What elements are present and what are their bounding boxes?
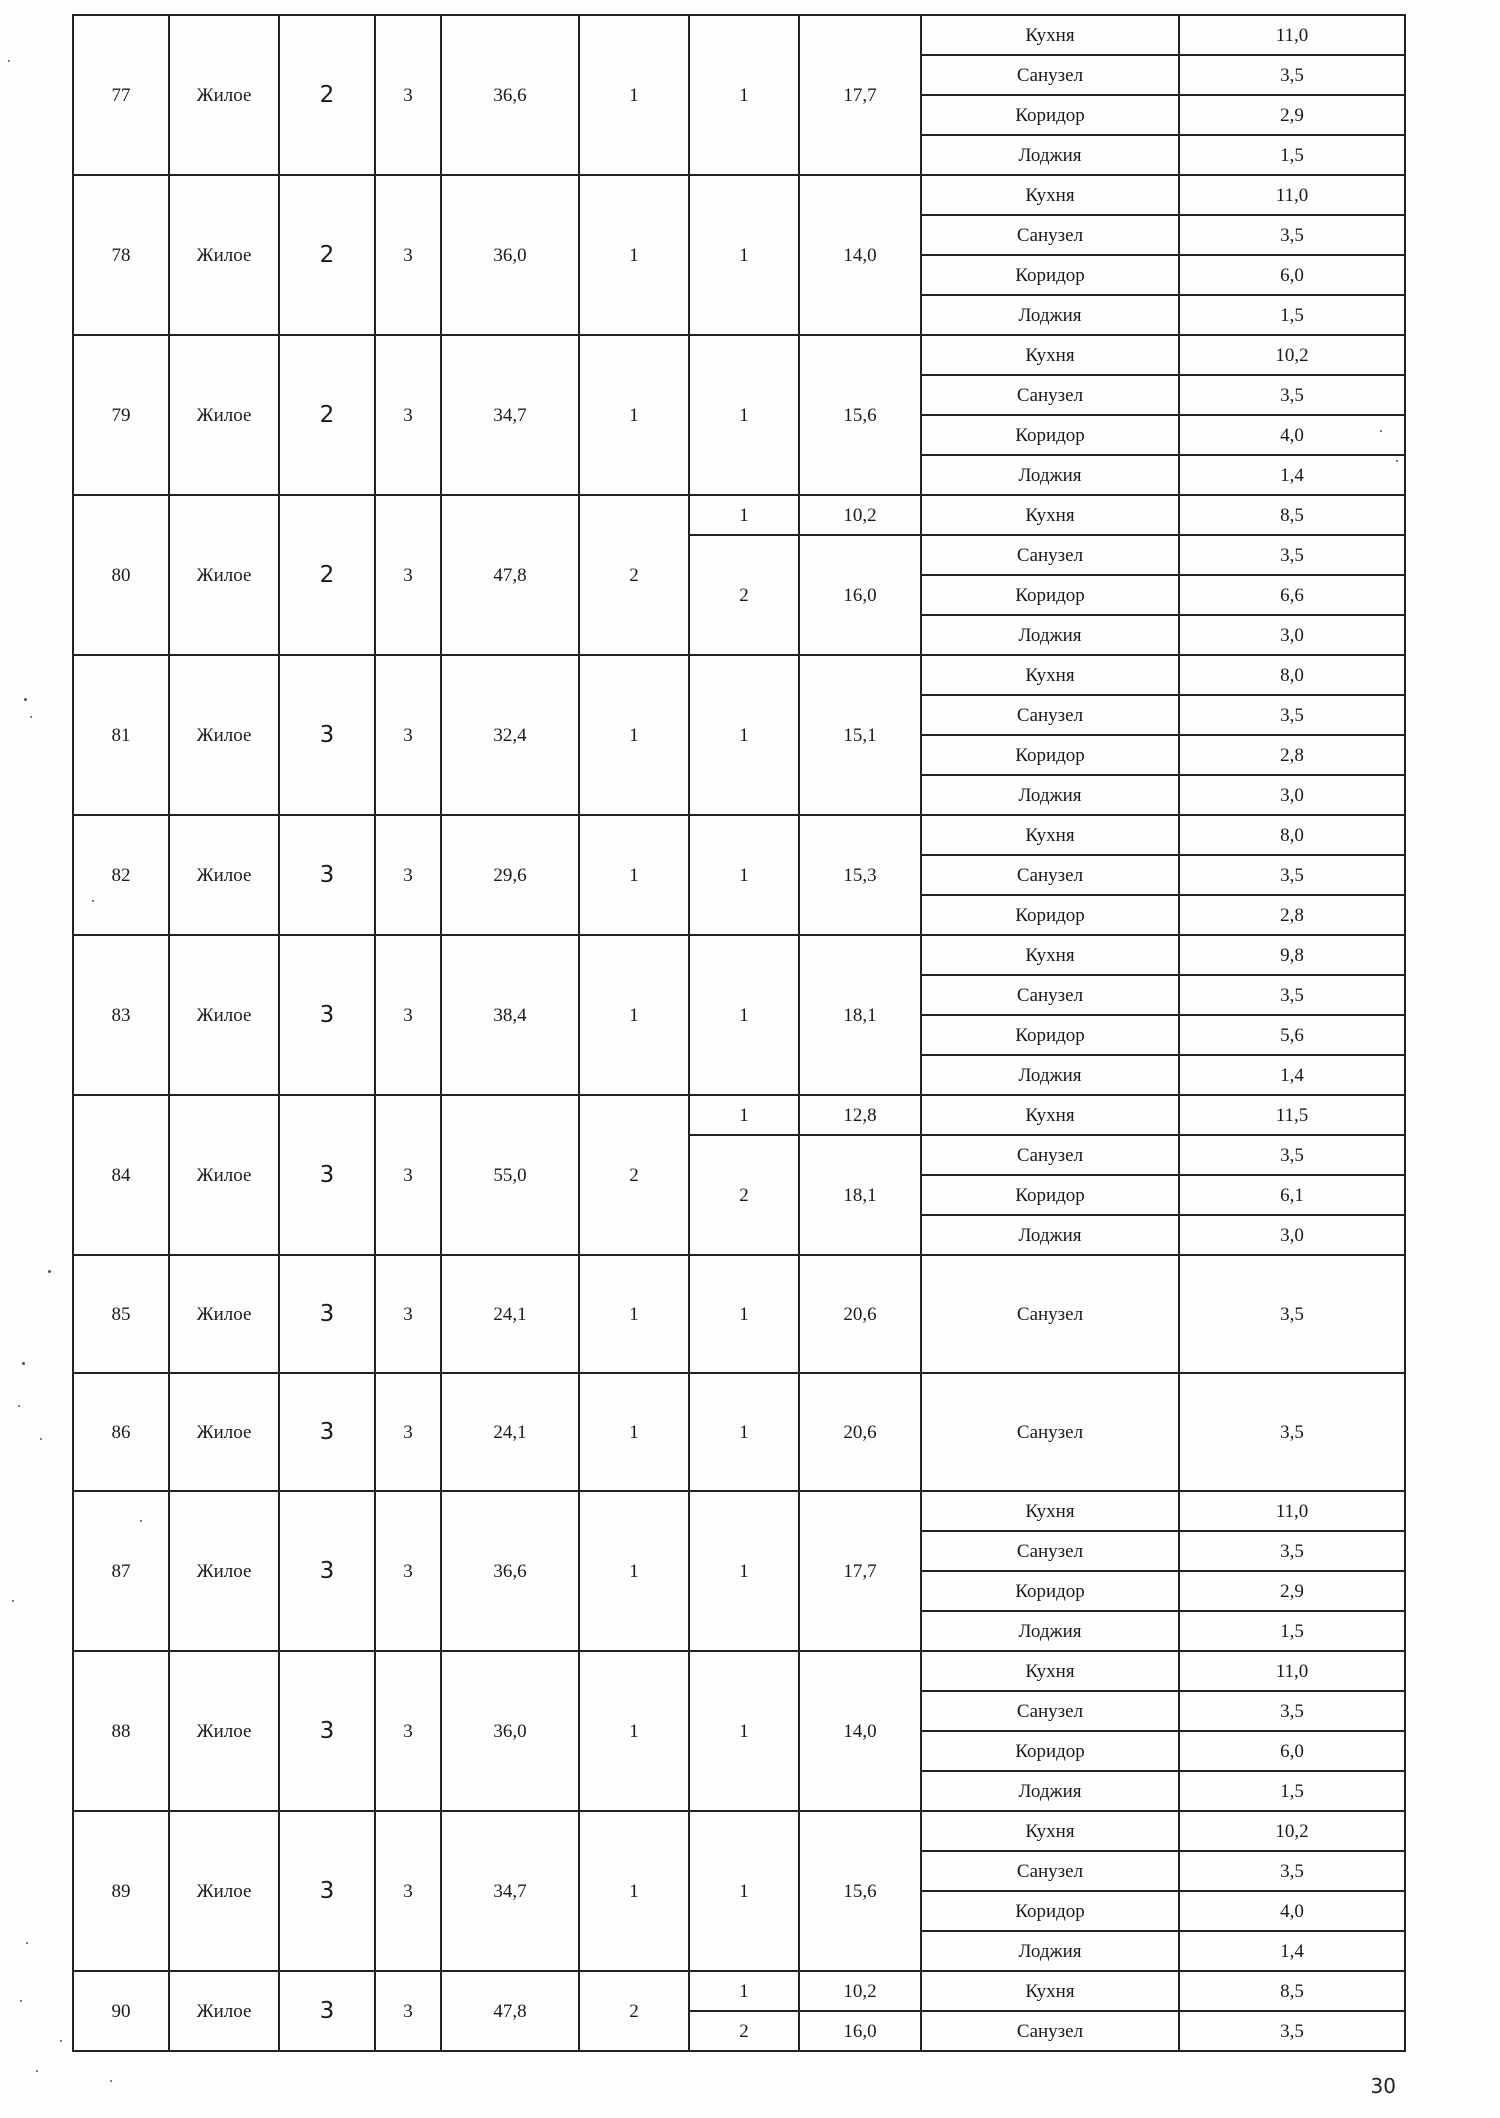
cell-aux-room-label: Лоджия	[921, 775, 1179, 815]
cell-aux-room-area: 4,0	[1179, 415, 1405, 455]
scan-speck	[30, 716, 32, 718]
cell-aux-room-label: Кухня	[921, 1491, 1179, 1531]
cell-room-area: 10,2	[799, 495, 921, 535]
cell-count: 3	[375, 1971, 441, 2051]
cell-room-count: 1	[579, 815, 689, 935]
table-row	[73, 175, 1405, 215]
cell-count: 3	[375, 1811, 441, 1971]
scan-speck	[60, 2040, 62, 2042]
cell-room-index: 1	[689, 1971, 799, 2011]
cell-aux-room-label: Санузел	[921, 2011, 1179, 2051]
cell-room-area: 15,6	[799, 335, 921, 495]
cell-aux-room-label: Коридор	[921, 415, 1179, 455]
cell-room-count: 1	[579, 935, 689, 1095]
cell-aux-room-area: 3,5	[1179, 1135, 1405, 1175]
cell-aux-room-label: Санузел	[921, 1255, 1179, 1373]
table-row	[73, 495, 1405, 535]
page-number: 30	[1370, 2074, 1396, 2098]
cell-count: 3	[375, 935, 441, 1095]
table-body	[73, 15, 1405, 2051]
cell-aux-room-area: 3,5	[1179, 2011, 1405, 2051]
scan-speck	[48, 1270, 51, 1273]
cell-room-count: 1	[579, 1811, 689, 1971]
cell-floor: 3	[279, 1373, 375, 1491]
cell-count: 3	[375, 335, 441, 495]
cell-aux-room-area: 11,5	[1179, 1095, 1405, 1135]
table-row	[73, 815, 1405, 855]
cell-apartment-number: 77	[73, 15, 169, 175]
cell-aux-room-area: 3,0	[1179, 615, 1405, 655]
cell-floor: 3	[279, 655, 375, 815]
cell-apartment-number: 81	[73, 655, 169, 815]
cell-aux-room-area: 6,1	[1179, 1175, 1405, 1215]
cell-total-area: 47,8	[441, 495, 579, 655]
cell-room-area: 15,6	[799, 1811, 921, 1971]
cell-aux-room-label: Коридор	[921, 255, 1179, 295]
cell-aux-room-label: Санузел	[921, 55, 1179, 95]
cell-total-area: 36,6	[441, 15, 579, 175]
cell-aux-room-label: Кухня	[921, 1971, 1179, 2011]
cell-aux-room-label: Санузел	[921, 375, 1179, 415]
table-row	[73, 1491, 1405, 1531]
cell-aux-room-label: Санузел	[921, 695, 1179, 735]
cell-premises-type: Жилое	[169, 1255, 279, 1373]
cell-aux-room-label: Кухня	[921, 15, 1179, 55]
cell-aux-room-label: Кухня	[921, 935, 1179, 975]
cell-aux-room-area: 3,5	[1179, 695, 1405, 735]
cell-count: 3	[375, 1373, 441, 1491]
cell-aux-room-area: 1,5	[1179, 135, 1405, 175]
cell-room-area: 15,1	[799, 655, 921, 815]
cell-room-count: 1	[579, 1651, 689, 1811]
cell-floor: 3	[279, 1971, 375, 2051]
scan-speck	[110, 2080, 112, 2082]
scan-speck	[1396, 460, 1398, 462]
cell-aux-room-label: Лоджия	[921, 135, 1179, 175]
table-row	[73, 935, 1405, 975]
cell-aux-room-area: 11,0	[1179, 15, 1405, 55]
cell-room-area: 16,0	[799, 535, 921, 655]
cell-aux-room-area: 9,8	[1179, 935, 1405, 975]
cell-aux-room-area: 1,4	[1179, 1931, 1405, 1971]
cell-room-area: 10,2	[799, 1971, 921, 2011]
cell-aux-room-label: Санузел	[921, 1851, 1179, 1891]
table-row	[73, 1255, 1405, 1373]
cell-premises-type: Жилое	[169, 1651, 279, 1811]
cell-aux-room-area: 2,8	[1179, 735, 1405, 775]
cell-floor: 2	[279, 495, 375, 655]
cell-aux-room-label: Лоджия	[921, 1611, 1179, 1651]
cell-premises-type: Жилое	[169, 1491, 279, 1651]
cell-aux-room-label: Санузел	[921, 535, 1179, 575]
cell-room-index: 1	[689, 495, 799, 535]
cell-premises-type: Жилое	[169, 495, 279, 655]
scan-speck	[12, 1600, 14, 1602]
scan-speck	[22, 1362, 25, 1365]
cell-apartment-number: 86	[73, 1373, 169, 1491]
cell-aux-room-label: Санузел	[921, 1135, 1179, 1175]
cell-room-area: 14,0	[799, 175, 921, 335]
cell-aux-room-label: Кухня	[921, 815, 1179, 855]
cell-premises-type: Жилое	[169, 815, 279, 935]
cell-room-count: 2	[579, 1095, 689, 1255]
cell-aux-room-label: Санузел	[921, 1691, 1179, 1731]
cell-aux-room-label: Санузел	[921, 855, 1179, 895]
cell-aux-room-label: Коридор	[921, 1175, 1179, 1215]
cell-room-count: 2	[579, 1971, 689, 2051]
cell-aux-room-label: Лоджия	[921, 615, 1179, 655]
cell-apartment-number: 88	[73, 1651, 169, 1811]
cell-room-index: 1	[689, 1373, 799, 1491]
cell-aux-room-area: 6,0	[1179, 255, 1405, 295]
cell-room-area: 18,1	[799, 1135, 921, 1255]
cell-floor: 2	[279, 175, 375, 335]
cell-room-area: 15,3	[799, 815, 921, 935]
cell-aux-room-label: Санузел	[921, 1373, 1179, 1491]
scan-speck	[24, 698, 27, 701]
cell-aux-room-area: 1,5	[1179, 1611, 1405, 1651]
cell-room-index: 1	[689, 15, 799, 175]
cell-count: 3	[375, 1095, 441, 1255]
cell-aux-room-label: Кухня	[921, 1651, 1179, 1691]
cell-aux-room-area: 1,5	[1179, 295, 1405, 335]
cell-aux-room-label: Лоджия	[921, 1215, 1179, 1255]
cell-room-count: 1	[579, 335, 689, 495]
cell-total-area: 36,6	[441, 1491, 579, 1651]
cell-room-index: 1	[689, 1651, 799, 1811]
cell-room-count: 1	[579, 175, 689, 335]
cell-room-count: 2	[579, 495, 689, 655]
cell-apartment-number: 82	[73, 815, 169, 935]
cell-premises-type: Жилое	[169, 175, 279, 335]
cell-aux-room-area: 1,4	[1179, 1055, 1405, 1095]
cell-apartment-number: 80	[73, 495, 169, 655]
cell-premises-type: Жилое	[169, 935, 279, 1095]
cell-room-index: 1	[689, 1491, 799, 1651]
cell-floor: 3	[279, 935, 375, 1095]
cell-aux-room-area: 1,4	[1179, 455, 1405, 495]
cell-aux-room-label: Кухня	[921, 335, 1179, 375]
cell-total-area: 36,0	[441, 175, 579, 335]
cell-aux-room-label: Лоджия	[921, 1055, 1179, 1095]
cell-total-area: 29,6	[441, 815, 579, 935]
cell-aux-room-area: 3,5	[1179, 375, 1405, 415]
cell-count: 3	[375, 655, 441, 815]
cell-apartment-number: 83	[73, 935, 169, 1095]
cell-aux-room-label: Санузел	[921, 975, 1179, 1015]
cell-premises-type: Жилое	[169, 335, 279, 495]
cell-room-index: 1	[689, 655, 799, 815]
table-row	[73, 1651, 1405, 1691]
cell-room-area: 17,7	[799, 15, 921, 175]
cell-total-area: 38,4	[441, 935, 579, 1095]
cell-floor: 3	[279, 815, 375, 935]
cell-aux-room-area: 2,9	[1179, 95, 1405, 135]
cell-aux-room-area: 11,0	[1179, 175, 1405, 215]
cell-premises-type: Жилое	[169, 1373, 279, 1491]
cell-aux-room-label: Коридор	[921, 895, 1179, 935]
cell-aux-room-label: Кухня	[921, 655, 1179, 695]
cell-premises-type: Жилое	[169, 1811, 279, 1971]
cell-total-area: 47,8	[441, 1971, 579, 2051]
table-row	[73, 1095, 1405, 1135]
cell-floor: 3	[279, 1651, 375, 1811]
cell-room-index: 1	[689, 335, 799, 495]
cell-apartment-number: 84	[73, 1095, 169, 1255]
table-row	[73, 335, 1405, 375]
cell-aux-room-area: 3,0	[1179, 1215, 1405, 1255]
cell-aux-room-area: 11,0	[1179, 1491, 1405, 1531]
cell-aux-room-label: Кухня	[921, 495, 1179, 535]
scan-speck	[8, 60, 10, 62]
cell-premises-type: Жилое	[169, 655, 279, 815]
cell-count: 3	[375, 1491, 441, 1651]
cell-floor: 3	[279, 1811, 375, 1971]
cell-aux-room-area: 8,5	[1179, 1971, 1405, 2011]
cell-total-area: 36,0	[441, 1651, 579, 1811]
cell-aux-room-area: 1,5	[1179, 1771, 1405, 1811]
cell-aux-room-area: 3,5	[1179, 1851, 1405, 1891]
cell-total-area: 34,7	[441, 1811, 579, 1971]
cell-room-index: 1	[689, 1095, 799, 1135]
cell-room-index: 2	[689, 2011, 799, 2051]
cell-room-count: 1	[579, 15, 689, 175]
cell-aux-room-label: Коридор	[921, 1731, 1179, 1771]
cell-apartment-number: 78	[73, 175, 169, 335]
cell-room-count: 1	[579, 1255, 689, 1373]
scan-speck	[1380, 430, 1382, 432]
cell-aux-room-label: Кухня	[921, 175, 1179, 215]
scan-speck	[26, 1942, 28, 1944]
cell-count: 3	[375, 495, 441, 655]
cell-aux-room-area: 8,0	[1179, 655, 1405, 695]
cell-aux-room-area: 3,5	[1179, 215, 1405, 255]
cell-aux-room-label: Санузел	[921, 215, 1179, 255]
cell-floor: 3	[279, 1491, 375, 1651]
cell-aux-room-area: 4,0	[1179, 1891, 1405, 1931]
cell-count: 3	[375, 1255, 441, 1373]
cell-aux-room-label: Лоджия	[921, 1771, 1179, 1811]
cell-aux-room-area: 3,5	[1179, 975, 1405, 1015]
cell-aux-room-area: 6,0	[1179, 1731, 1405, 1771]
cell-aux-room-label: Коридор	[921, 95, 1179, 135]
cell-aux-room-area: 3,0	[1179, 775, 1405, 815]
cell-aux-room-area: 2,8	[1179, 895, 1405, 935]
cell-aux-room-area: 3,5	[1179, 1373, 1405, 1491]
cell-room-area: 20,6	[799, 1373, 921, 1491]
cell-aux-room-area: 6,6	[1179, 575, 1405, 615]
cell-floor: 2	[279, 335, 375, 495]
table-row	[73, 655, 1405, 695]
cell-aux-room-label: Лоджия	[921, 295, 1179, 335]
cell-aux-room-area: 3,5	[1179, 55, 1405, 95]
cell-aux-room-label: Лоджия	[921, 1931, 1179, 1971]
cell-total-area: 34,7	[441, 335, 579, 495]
cell-premises-type: Жилое	[169, 15, 279, 175]
cell-premises-type: Жилое	[169, 1095, 279, 1255]
cell-apartment-number: 85	[73, 1255, 169, 1373]
cell-room-index: 1	[689, 1255, 799, 1373]
cell-aux-room-area: 10,2	[1179, 1811, 1405, 1851]
cell-aux-room-area: 11,0	[1179, 1651, 1405, 1691]
cell-room-index: 1	[689, 935, 799, 1095]
cell-aux-room-label: Кухня	[921, 1095, 1179, 1135]
cell-total-area: 55,0	[441, 1095, 579, 1255]
cell-aux-room-area: 8,0	[1179, 815, 1405, 855]
cell-aux-room-area: 3,5	[1179, 535, 1405, 575]
cell-apartment-number: 79	[73, 335, 169, 495]
cell-aux-room-label: Коридор	[921, 1571, 1179, 1611]
cell-aux-room-label: Санузел	[921, 1531, 1179, 1571]
cell-apartment-number: 87	[73, 1491, 169, 1651]
cell-total-area: 24,1	[441, 1373, 579, 1491]
cell-room-index: 1	[689, 175, 799, 335]
cell-count: 3	[375, 1651, 441, 1811]
cell-apartment-number: 89	[73, 1811, 169, 1971]
cell-room-index: 1	[689, 1811, 799, 1971]
cell-aux-room-area: 3,5	[1179, 1255, 1405, 1373]
cell-aux-room-area: 5,6	[1179, 1015, 1405, 1055]
cell-aux-room-label: Коридор	[921, 1891, 1179, 1931]
cell-total-area: 24,1	[441, 1255, 579, 1373]
cell-aux-room-label: Лоджия	[921, 455, 1179, 495]
cell-room-index: 1	[689, 815, 799, 935]
cell-aux-room-label: Кухня	[921, 1811, 1179, 1851]
scan-speck	[36, 2070, 38, 2072]
cell-room-index: 2	[689, 1135, 799, 1255]
cell-premises-type: Жилое	[169, 1971, 279, 2051]
cell-aux-room-label: Коридор	[921, 1015, 1179, 1055]
table-row	[73, 1811, 1405, 1851]
table-row	[73, 1373, 1405, 1491]
cell-aux-room-label: Коридор	[921, 735, 1179, 775]
cell-room-area: 17,7	[799, 1491, 921, 1651]
cell-room-count: 1	[579, 655, 689, 815]
cell-aux-room-label: Коридор	[921, 575, 1179, 615]
cell-floor: 2	[279, 15, 375, 175]
cell-aux-room-area: 3,5	[1179, 1691, 1405, 1731]
premises-table	[72, 14, 1406, 2052]
cell-room-area: 18,1	[799, 935, 921, 1095]
cell-room-area: 20,6	[799, 1255, 921, 1373]
cell-aux-room-area: 3,5	[1179, 855, 1405, 895]
cell-aux-room-area: 8,5	[1179, 495, 1405, 535]
cell-floor: 3	[279, 1095, 375, 1255]
cell-aux-room-area: 2,9	[1179, 1571, 1405, 1611]
cell-room-area: 12,8	[799, 1095, 921, 1135]
cell-room-count: 1	[579, 1373, 689, 1491]
cell-room-count: 1	[579, 1491, 689, 1651]
table-row	[73, 1971, 1405, 2011]
cell-count: 3	[375, 15, 441, 175]
cell-room-index: 2	[689, 535, 799, 655]
scan-speck	[92, 900, 94, 902]
scan-speck	[18, 1405, 20, 1407]
cell-floor: 3	[279, 1255, 375, 1373]
cell-aux-room-area: 10,2	[1179, 335, 1405, 375]
cell-room-area: 16,0	[799, 2011, 921, 2051]
cell-total-area: 32,4	[441, 655, 579, 815]
scan-speck	[20, 2000, 22, 2002]
cell-apartment-number: 90	[73, 1971, 169, 2051]
cell-count: 3	[375, 175, 441, 335]
cell-aux-room-area: 3,5	[1179, 1531, 1405, 1571]
table-row	[73, 15, 1405, 55]
cell-room-area: 14,0	[799, 1651, 921, 1811]
scan-speck	[140, 1520, 142, 1522]
cell-count: 3	[375, 815, 441, 935]
scan-speck	[40, 1438, 42, 1440]
